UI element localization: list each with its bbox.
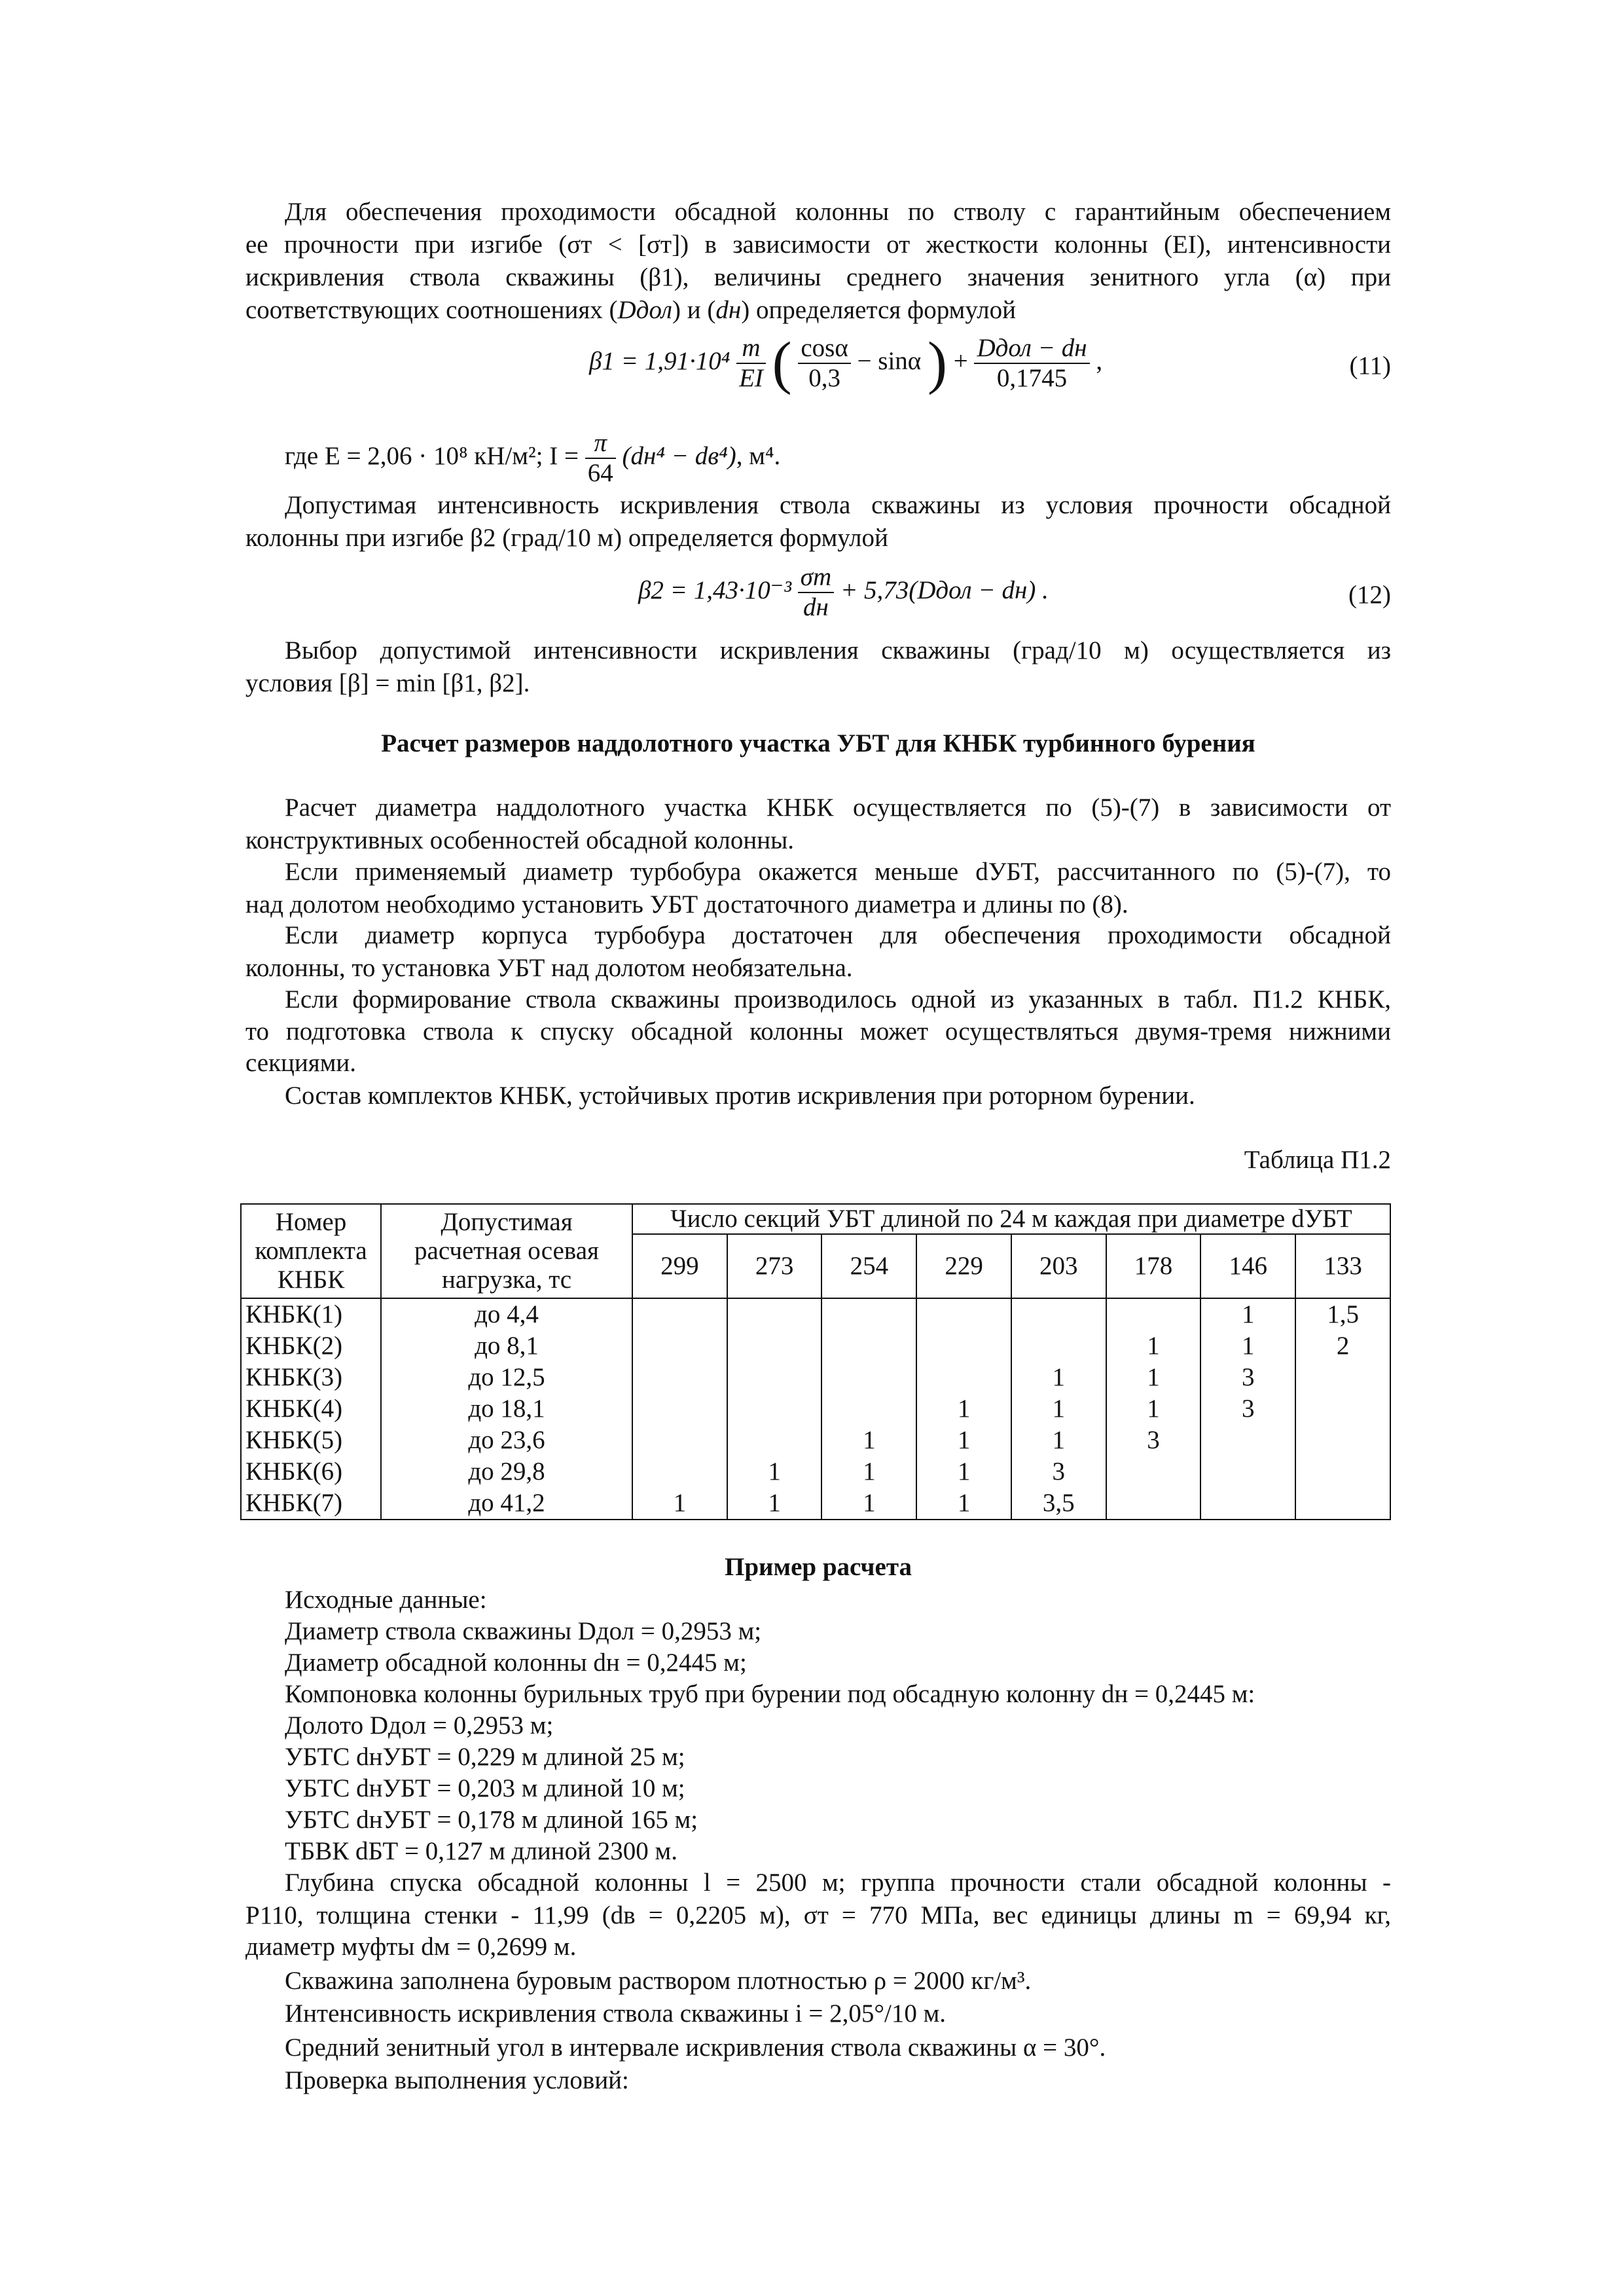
eq11-cos: cosα — [798, 334, 850, 364]
eq11-ddiff: Dдол − dн — [974, 334, 1089, 364]
example-line-3: Диаметр обсадной колонны dн = 0,2445 м; — [285, 1649, 747, 1677]
table-row — [241, 1330, 1390, 1362]
diameter-146: 146 — [1200, 1234, 1295, 1298]
example-line-15: Средний зенитный угол в интервале искривления ствола скважины α = 30°. — [285, 2033, 1106, 2062]
example-line-2: Диаметр ствола скважины Dдол = 0,2953 м; — [285, 1617, 762, 1645]
eq11-frac-cos — [798, 334, 850, 393]
section-p4-line-3: секциями. — [245, 1049, 357, 1077]
example-line-9: ТБВК dБТ = 0,127 м длиной 2300 м. — [285, 1837, 677, 1865]
row-cell — [632, 1362, 727, 1393]
diameter-299: 299 — [632, 1234, 727, 1298]
section-p4-line-1: Если формирование ствола скважины производилось одной из указанных в табл. П1.2 КНБК, — [285, 985, 1391, 1013]
row-cell — [1295, 1487, 1390, 1520]
header-group-text: Число секций УБТ длиной по 24 м каждая при диаметре dУБТ — [670, 1205, 1352, 1233]
eq11-frac-m-ei — [736, 334, 766, 393]
eq12-number: (12) — [1348, 581, 1391, 609]
eq11-number: (11) — [1349, 352, 1391, 380]
where-unit: , м⁴. — [736, 441, 781, 470]
where-frac — [585, 429, 616, 488]
table-row — [241, 1487, 1390, 1520]
table-row — [241, 1362, 1390, 1393]
row-cell: 3,5 — [1011, 1487, 1106, 1520]
eq12-rest: + 5,73(Dдол − dн) . — [840, 575, 1049, 604]
row-cell: 1 — [1106, 1362, 1201, 1393]
eq12-lhs: β2 = 1,43·10⁻³ — [638, 575, 792, 604]
row-cell — [1200, 1456, 1295, 1487]
row-name: КНБК(6) — [241, 1456, 381, 1487]
row-cell: 3 — [1200, 1362, 1295, 1393]
eq11-01745: 0,1745 — [996, 364, 1068, 392]
section-heading: Расчет размеров наддолотного участка УБТ для КНБК турбинного бурения — [381, 729, 1255, 757]
row-cell: 1 — [821, 1456, 916, 1487]
intro-line-4a: соответствующих соотношениях ( — [245, 296, 618, 324]
diameter-133: 133 — [1295, 1234, 1390, 1298]
row-cell — [632, 1456, 727, 1487]
row-cell: 1 — [727, 1487, 822, 1520]
diameter-273: 273 — [727, 1234, 822, 1298]
example-line-7: УБТС dнУБТ = 0,203 м длиной 10 м; — [285, 1774, 685, 1802]
row-cell — [632, 1393, 727, 1425]
row-cell — [1106, 1298, 1201, 1330]
row-name: КНБК(7) — [241, 1487, 381, 1520]
eq11-plus: + — [953, 346, 968, 375]
row-cell: 1 — [727, 1456, 822, 1487]
example-heading: Пример расчета — [725, 1553, 912, 1581]
row-cell: 1 — [916, 1487, 1011, 1520]
row-load: до 8,1 — [381, 1330, 632, 1362]
knbk-table — [240, 1203, 1391, 1520]
row-name: КНБК(4) — [241, 1393, 381, 1425]
section-p3-line-2: колонны, то установка УБТ над долотом необязательна. — [245, 954, 853, 982]
row-name: КНБК(1) — [241, 1298, 381, 1330]
example-line-8: УБТС dнУБТ = 0,178 м длиной 165 м; — [285, 1806, 698, 1834]
eq11-paren-open: ( — [772, 331, 792, 395]
row-cell: 3 — [1200, 1393, 1295, 1425]
row-cell — [632, 1425, 727, 1456]
row-cell — [1106, 1487, 1201, 1520]
row-cell — [1200, 1425, 1295, 1456]
intro-line-4c: ) и ( — [672, 296, 716, 324]
where-line — [285, 429, 780, 488]
row-cell — [1106, 1456, 1201, 1487]
intro-line-4 — [245, 295, 1016, 326]
example-line-16: Проверка выполнения условий: — [285, 2066, 629, 2094]
row-cell — [1295, 1425, 1390, 1456]
row-cell — [1295, 1456, 1390, 1487]
row-load: до 4,4 — [381, 1298, 632, 1330]
where-64: 64 — [587, 459, 613, 487]
table-row — [241, 1298, 1390, 1330]
row-cell: 1 — [916, 1393, 1011, 1425]
row-cell — [727, 1393, 822, 1425]
eq11-frac-d — [974, 334, 1089, 393]
row-cell: 1,5 — [1295, 1298, 1390, 1330]
eq11-m: m — [736, 334, 766, 364]
example-line-13: Скважина заполнена буровым раствором плотностью ρ = 2000 кг/м³. — [285, 1967, 1032, 1995]
intro-line-3: искривления ствола скважины (β1), величины среднего значения зенитного угла (α) при — [245, 263, 1391, 291]
where-text: где E = 2,06 · 10⁸ кН/м²; I = — [285, 441, 579, 470]
row-cell — [1200, 1487, 1295, 1520]
row-cell — [1011, 1330, 1106, 1362]
table-row — [241, 1456, 1390, 1487]
row-load: до 23,6 — [381, 1425, 632, 1456]
row-load: до 29,8 — [381, 1456, 632, 1487]
row-cell: 1 — [1011, 1393, 1106, 1425]
row-cell — [916, 1330, 1011, 1362]
diameter-254: 254 — [821, 1234, 916, 1298]
row-cell: 1 — [821, 1487, 916, 1520]
row-cell — [1011, 1298, 1106, 1330]
row-cell — [727, 1330, 822, 1362]
equation-11 — [589, 331, 1103, 395]
equation-12 — [638, 563, 1049, 622]
para2-line-1: Допустимая интенсивность искривления ствола скважины из условия прочности обсадной — [285, 491, 1391, 519]
row-cell — [821, 1330, 916, 1362]
eq12-dn: dн — [803, 593, 829, 621]
para3-line-1: Выбор допустимой интенсивности искривления скважины (град/10 м) осуществляется из — [285, 636, 1391, 665]
row-cell — [632, 1298, 727, 1330]
row-cell: 1 — [1011, 1425, 1106, 1456]
section-p1-line-1: Расчет диаметра наддолотного участка КНБК осуществляется по (5)-(7) в зависимости от — [285, 793, 1391, 822]
table-body — [241, 1298, 1390, 1520]
row-cell: 1 — [1011, 1362, 1106, 1393]
section-p2-line-1: Если применяемый диаметр турбобура окажется меньше dУБТ, рассчитанного по (5)-(7), то — [285, 858, 1391, 886]
row-cell — [916, 1362, 1011, 1393]
eq11-minus-sin: − sinα — [857, 346, 922, 375]
row-load: до 41,2 — [381, 1487, 632, 1520]
section-p3-line-1: Если диаметр корпуса турбобура достаточен для обеспечения проходимости обсадной — [285, 921, 1391, 949]
row-name: КНБК(5) — [241, 1425, 381, 1456]
example-line-1: Исходные данные: — [285, 1586, 487, 1614]
row-cell: 2 — [1295, 1330, 1390, 1362]
row-cell — [727, 1362, 822, 1393]
row-cell — [821, 1362, 916, 1393]
section-p5-line-1: Состав комплектов КНБК, устойчивых против искривления при роторном бурении. — [285, 1082, 1195, 1110]
header-number: Номер комплекта КНБК — [241, 1204, 381, 1298]
row-cell: 1 — [916, 1456, 1011, 1487]
diameter-178: 178 — [1106, 1234, 1201, 1298]
row-load: до 12,5 — [381, 1362, 632, 1393]
eq11-lhs: β1 = 1,91·10⁴ — [589, 346, 731, 375]
eq11-comma: , — [1096, 346, 1103, 375]
row-cell: 1 — [916, 1425, 1011, 1456]
row-name: КНБК(3) — [241, 1362, 381, 1393]
row-cell: 1 — [821, 1425, 916, 1456]
section-p2-line-2: над долотом необходимо установить УБТ достаточного диаметра и длины по (8). — [245, 890, 1128, 919]
para2-line-2: колонны при изгибе β2 (град/10 м) определяется формулой — [245, 524, 888, 552]
row-cell: 1 — [632, 1487, 727, 1520]
eq11-ei: EI — [739, 364, 763, 392]
example-line-10: Глубина спуска обсадной колонны l = 2500 м; группа прочности стали обсадной колонны - — [285, 1868, 1391, 1897]
diameter-229: 229 — [916, 1234, 1011, 1298]
section-p4-line-2: то подготовка ствола к спуску обсадной колонны может осуществляться двумя-тремя нижними — [245, 1017, 1391, 1046]
header-load: Допустимая расчетная осевая нагрузка, тс — [381, 1204, 632, 1298]
para3-line-2: условия [β] = min [β1, β2]. — [245, 669, 530, 697]
example-line-14: Интенсивность искривления ствола скважины i = 2,05°/10 м. — [285, 1999, 947, 2028]
table-row — [241, 1425, 1390, 1456]
example-line-11: Р110, толщина стенки - 11,99 (dв = 0,2205 м), σт = 770 МПа, вес единицы длины m = 69,94 кг, — [245, 1901, 1391, 1929]
diameter-203: 203 — [1011, 1234, 1106, 1298]
intro-line-4e: ) определяется формулой — [741, 296, 1016, 324]
row-cell — [632, 1330, 727, 1362]
example-line-12: диаметр муфты dм = 0,2699 м. — [245, 1933, 577, 1961]
row-cell — [821, 1393, 916, 1425]
intro-line-1: Для обеспечения проходимости обсадной колонны по стволу с гарантийным обеспечением — [285, 198, 1391, 226]
table-caption: Таблица П1.2 — [1244, 1146, 1391, 1174]
row-cell — [1295, 1362, 1390, 1393]
row-cell — [821, 1298, 916, 1330]
row-name: КНБК(2) — [241, 1330, 381, 1362]
example-line-5: Долото Dдол = 0,2953 м; — [285, 1711, 554, 1740]
row-load: до 18,1 — [381, 1393, 632, 1425]
row-cell — [727, 1425, 822, 1456]
row-cell — [727, 1298, 822, 1330]
where-diff: (dн⁴ − dв⁴) — [622, 441, 736, 470]
row-cell: 1 — [1106, 1330, 1201, 1362]
row-cell: 1 — [1106, 1393, 1201, 1425]
table-row — [241, 1393, 1390, 1425]
header-group — [632, 1204, 1390, 1234]
row-cell: 3 — [1106, 1425, 1201, 1456]
intro-d-n: dн — [715, 296, 742, 324]
row-cell — [1295, 1393, 1390, 1425]
row-cell: 1 — [1200, 1298, 1295, 1330]
where-pi: π — [585, 429, 616, 459]
intro-d-dol: Dдол — [617, 296, 672, 324]
eq12-frac — [798, 563, 834, 622]
row-cell — [916, 1298, 1011, 1330]
eq11-paren-close: ) — [927, 331, 947, 395]
eq11-03: 0,3 — [808, 364, 840, 392]
eq12-sigma: σт — [798, 563, 834, 593]
row-cell: 3 — [1011, 1456, 1106, 1487]
example-line-4: Компоновка колонны бурильных труб при бурении под обсадную колонну dн = 0,2445 м: — [285, 1680, 1255, 1708]
section-p1-line-2: конструктивных особенностей обсадной колонны. — [245, 826, 795, 854]
intro-line-2: ее прочности при изгибе (σт < [σт]) в зависимости от жесткости колонны (EI), интенсивности — [245, 230, 1391, 259]
example-line-6: УБТС dнУБТ = 0,229 м длиной 25 м; — [285, 1743, 685, 1771]
row-cell: 1 — [1200, 1330, 1295, 1362]
